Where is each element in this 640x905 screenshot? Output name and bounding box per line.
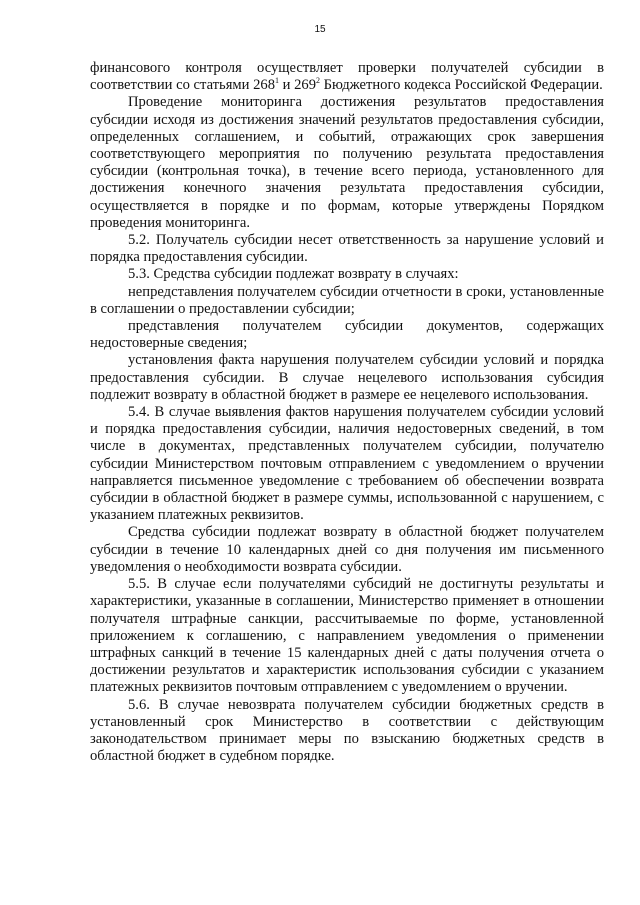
list-item-false-info: представления получателем субсидии документов, содержащих недостоверные сведения; [90,318,604,352]
paragraph-continuation [90,60,604,94]
list-item-reporting: непредставления получателем субсидии отчетности в сроки, установленные в соглашении о предоставлении субсидии; [90,283,604,317]
paragraph-5-6: 5.6. В случае невозврата получателем субсидии бюджетных средств в установленный срок Министерство в соответствии с действующим законодательством принимает меры по взысканию бюджетных средств в областной бюджет в судебном порядке. [90,696,604,765]
document-body [90,60,604,765]
paragraph-5-4: 5.4. В случае выявления фактов нарушения получателем субсидии условий и порядка предоставления субсидии, наличия недостоверных сведений, в том числе в документах, представленных получателем субсидии, получателю субсидии Министерством почтовым отправлением с уведомлением о вручении направляется письменное уведомление с требованием об обеспечении возврата субсидии в областной бюджет в размере суммы, использованной с нарушением, с указанием платежных реквизитов. [90,404,604,524]
paragraph-monitoring: Проведение мониторинга достижения результатов предоставления субсидии исходя из достижения значений результатов предоставления субсидии, определенных соглашением, и событий, отражающих срок завершения соответствующего мероприятия по получению результата предоставления субсидии (контрольная точка), в течение всего периода, установленного для достижения конечного значения результата предоставления субсидии, осуществляется в порядке и по формам, которые утверждены Порядком проведения мониторинга. [90,94,604,231]
page-number: 15 [314,24,326,35]
paragraph-text: и 269 [279,77,316,94]
paragraph-5-3: 5.3. Средства субсидии подлежат возврату в случаях: [128,266,459,283]
paragraph-text: Бюджетного кодекса Российской Федерации. [320,77,603,94]
paragraph-refund-term: Средства субсидии подлежат возврату в областной бюджет получателем субсидии в течение 10 календарных дней со дня получения им письменного уведомления о необходимости возврата субсидии. [90,524,604,575]
footnote-mark: 2 [316,76,320,86]
paragraph-text: финансового контроля осуществляет проверки получателей субсидии в соответствии со статьями 268 [90,60,604,94]
list-item-violation: установления факта нарушения получателем субсидии условий и порядка предоставления субсидии. В случае нецелевого использования субсидия подлежит возврату в областной бюджет в размере ее нецелевого использования. [90,352,604,403]
footnote-mark: 1 [275,76,279,86]
paragraph-5-2: 5.2. Получатель субсидии несет ответственность за нарушение условий и порядка предоставления субсидии. [90,232,604,266]
paragraph-5-5: 5.5. В случае если получателями субсидий не достигнуты результаты и характеристики, указанные в соглашении, Министерство применяет в отношении получателя штрафные санкции, рассчитываемые по форме, установленной приложением к соглашению, с направлением уведомления о применении штрафных санкций в течение 15 календарных дней с даты получения отчета о достижении результатов и характеристик использования субсидии с указанием платежных реквизитов почтовым отправлением с уведомлением о вручении. [90,576,604,696]
